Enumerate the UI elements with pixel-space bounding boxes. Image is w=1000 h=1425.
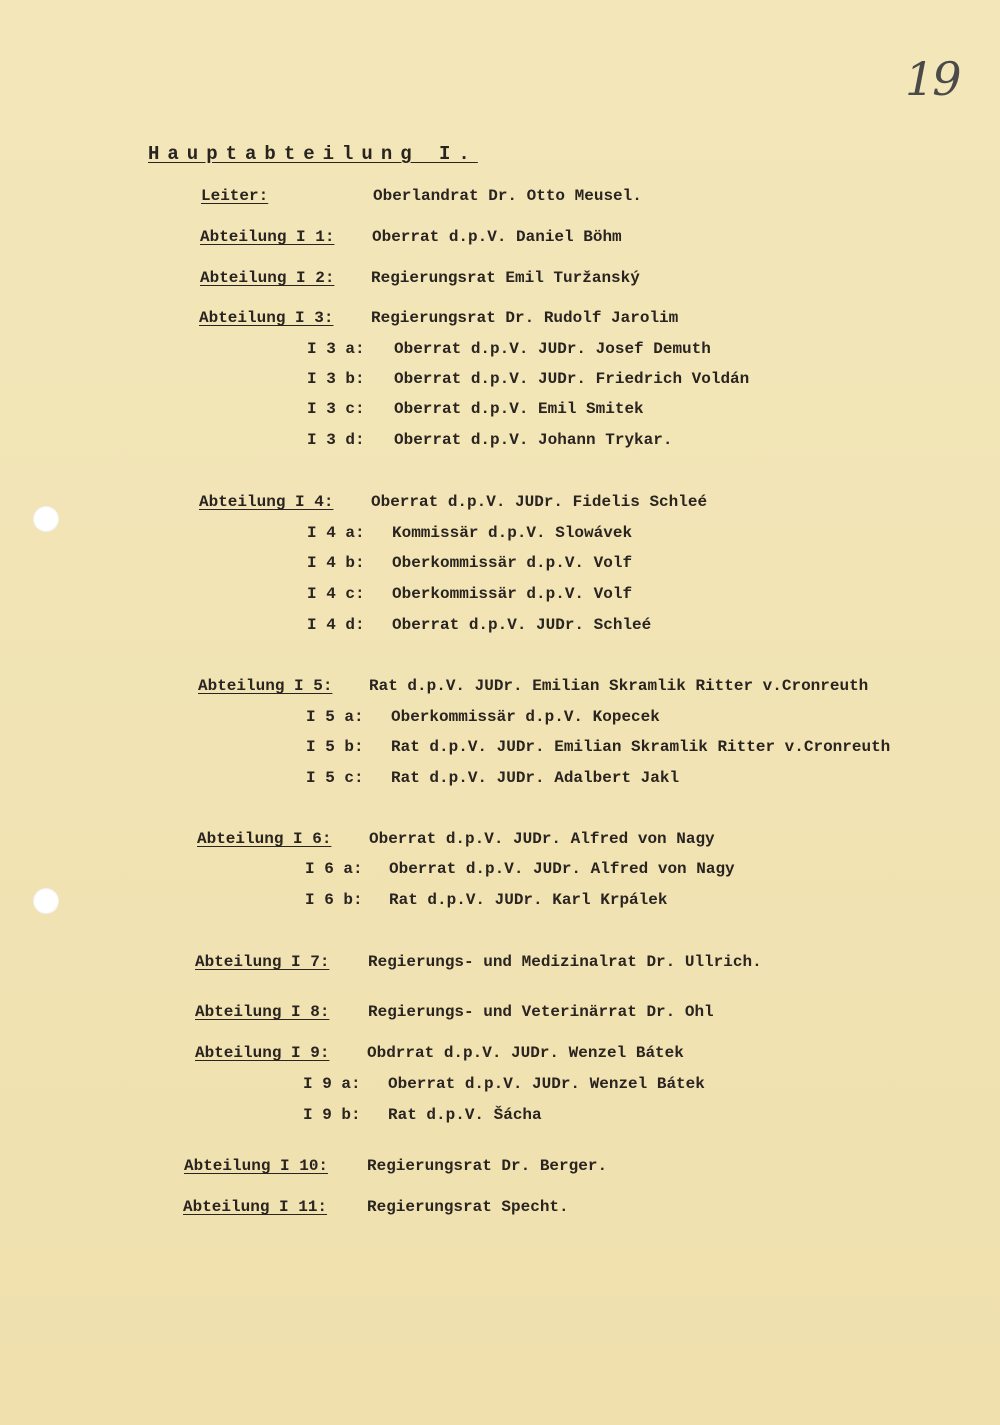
row-value: Oberlandrat Dr. Otto Meusel. xyxy=(373,187,642,205)
row-value: Oberrat d.p.V. JUDr. Josef Demuth xyxy=(394,340,711,358)
document-title: Hauptabteilung I. xyxy=(148,143,478,165)
row-value: Oberrat d.p.V. JUDr. Alfred von Nagy xyxy=(389,860,735,878)
row-value: Regierungs- und Medizinalrat Dr. Ullrich. xyxy=(368,953,762,971)
punch-hole-bottom xyxy=(33,888,59,914)
row-value: Rat d.p.V. JUDr. Emilian Skramlik Ritter v.Cronreuth xyxy=(369,677,869,695)
row-label: Abteilung I 4: xyxy=(199,493,334,511)
row-label: I 4 b: xyxy=(307,554,365,572)
row-label: I 6 b: xyxy=(305,891,363,909)
row-value: Oberrat d.p.V. JUDr. Wenzel Bátek xyxy=(388,1075,705,1093)
row-value: Oberrat d.p.V. Johann Trykar. xyxy=(394,431,673,449)
row-label: Abteilung I 2: xyxy=(200,269,335,287)
row-label: I 5 a: xyxy=(306,708,364,726)
row-value: Obdrrat d.p.V. JUDr. Wenzel Bátek xyxy=(367,1044,684,1062)
row-value: Oberrat d.p.V. Emil Smitek xyxy=(394,400,644,418)
row-value: Oberrat d.p.V. JUDr. Fidelis Schleé xyxy=(371,493,708,511)
row-label: I 9 b: xyxy=(303,1106,361,1124)
row-value: Oberrat d.p.V. JUDr. Alfred von Nagy xyxy=(369,830,715,848)
row-label: Abteilung I 7: xyxy=(195,953,330,971)
row-value: Regierungsrat Specht. xyxy=(367,1198,569,1216)
row-label: I 4 a: xyxy=(307,524,365,542)
row-label: Abteilung I 10: xyxy=(184,1157,329,1175)
punch-hole-top xyxy=(33,506,59,532)
row-label: I 4 c: xyxy=(307,585,365,603)
row-value: Rat d.p.V. JUDr. Adalbert Jakl xyxy=(391,769,680,787)
page-number: 19 xyxy=(905,52,960,106)
row-value: Rat d.p.V. Šácha xyxy=(388,1106,542,1124)
row-label: I 3 a: xyxy=(307,340,365,358)
row-value: Regierungsrat Emil Turžanský xyxy=(371,269,640,287)
row-value: Rat d.p.V. JUDr. Karl Krpálek xyxy=(389,891,668,909)
row-label: I 3 b: xyxy=(307,370,365,388)
row-value: Oberrat d.p.V. Daniel Böhm xyxy=(372,228,622,246)
row-label: Abteilung I 11: xyxy=(183,1198,328,1216)
row-label: I 4 d: xyxy=(307,616,365,634)
row-value: Oberkommissär d.p.V. Volf xyxy=(392,554,633,572)
row-label: Abteilung I 9: xyxy=(195,1044,330,1062)
row-value: Rat d.p.V. JUDr. Emilian Skramlik Ritter v.Cronreuth xyxy=(391,738,891,756)
row-label: I 5 c: xyxy=(306,769,364,787)
row-label: Abteilung I 6: xyxy=(197,830,332,848)
row-value: Oberkommissär d.p.V. Kopecek xyxy=(391,708,660,726)
row-label: Abteilung I 5: xyxy=(198,677,333,695)
row-value: Oberkommissär d.p.V. Volf xyxy=(392,585,633,603)
row-value: Oberrat d.p.V. JUDr. Friedrich Voldán xyxy=(394,370,750,388)
row-value: Regierungsrat Dr. Berger. xyxy=(367,1157,608,1175)
row-label: Abteilung I 8: xyxy=(195,1003,330,1021)
row-value: Regierungsrat Dr. Rudolf Jarolim xyxy=(371,309,679,327)
row-label: Abteilung I 3: xyxy=(199,309,334,327)
row-value: Regierungs- und Veterinärrat Dr. Ohl xyxy=(368,1003,714,1021)
row-label: I 9 a: xyxy=(303,1075,361,1093)
row-value: Oberrat d.p.V. JUDr. Schleé xyxy=(392,616,652,634)
row-label: I 5 b: xyxy=(306,738,364,756)
row-label: Leiter: xyxy=(201,187,269,205)
row-value: Kommissär d.p.V. Slowávek xyxy=(392,524,633,542)
row-label: I 3 d: xyxy=(307,431,365,449)
row-label: Abteilung I 1: xyxy=(200,228,335,246)
row-label: I 6 a: xyxy=(305,860,363,878)
row-label: I 3 c: xyxy=(307,400,365,418)
